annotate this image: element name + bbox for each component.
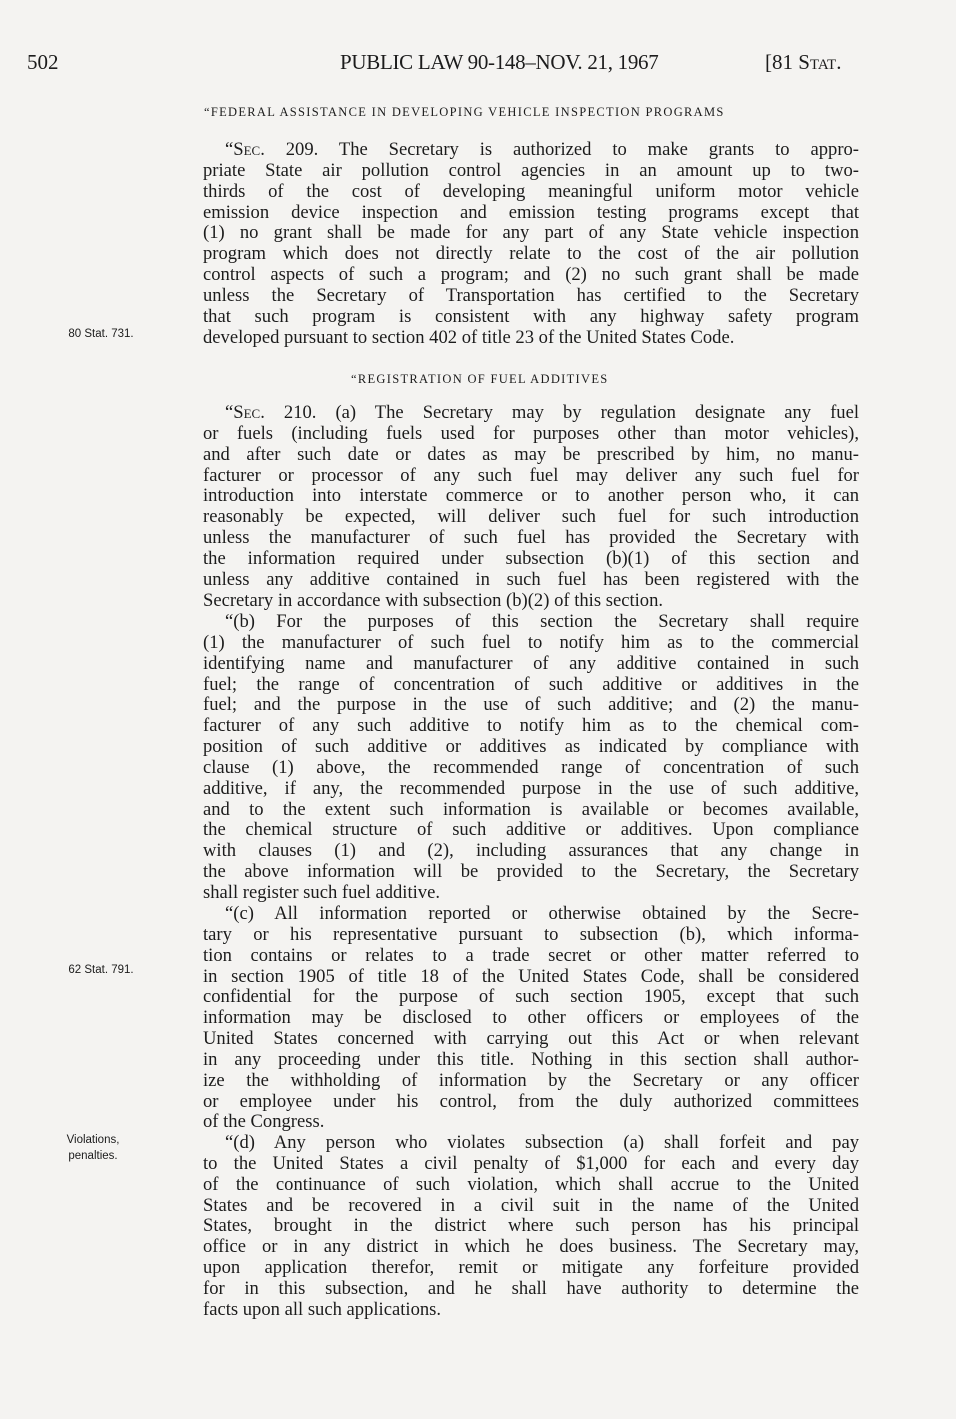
text-line: tion contains or relates to a trade secret or other matter referred to (203, 944, 859, 966)
text-line: priate State air pollution control agencies in an amount up to two- (203, 159, 859, 181)
text-line: the above information will be provided to the Secretary, the Secretary (203, 861, 859, 883)
text-line: confidential for the purpose of such section 1905, except that such (203, 986, 859, 1008)
text-line: that such program is consistent with any highway safety program (203, 305, 859, 327)
text-line: of the continuance of such violation, which shall accrue to the United (203, 1173, 859, 1195)
section-210-c (203, 904, 859, 1133)
text-line: program which does not directly relate to the cost of the air pollution (203, 243, 859, 265)
text-line: “(b) For the purposes of this section the Secretary shall require (225, 611, 859, 632)
text-line: or fuels (including fuels used for purposes other than motor vehicles), (203, 422, 859, 444)
text-line: unless the manufacturer of such fuel has provided the Secretary with (203, 527, 859, 549)
section-heading-209: “FEDERAL ASSISTANCE IN DEVELOPING VEHICLE INSPECTION PROGRAMS (204, 105, 725, 119)
text-line: additive, if any, the recommended purpose in the use of such additive, (203, 777, 859, 799)
text-line: unless the Secretary of Transportation has certified to the Secretary (203, 284, 859, 306)
text-line: tary or his representative pursuant to subsection (b), which informa- (203, 923, 859, 945)
text-line: fuel; and the purpose in the use of such additive; and (2) the manu- (203, 694, 859, 716)
text-line: facts upon all such applications. (203, 1298, 442, 1320)
text-line: reasonably be expected, will deliver such fuel for such introduction (203, 506, 859, 528)
text-line: in section 1905 of title 18 of the United States Code, shall be considered (203, 965, 859, 987)
margin-note-violations (38, 1132, 148, 1164)
text-line: upon application therefor, remit or mitigate any forfeiture provided (203, 1257, 859, 1279)
text-line: introduction into interstate commerce or to another person who, it can (203, 485, 859, 507)
text-line: ize the withholding of information by the Secretary or any officer (203, 1069, 859, 1091)
text-line: with clauses (1) and (2), including assurances that any change in (203, 840, 859, 862)
text-line: the information required under subsection (b)(1) of this section and (203, 547, 859, 569)
text-line: for in this subsection, and he shall have authority to determine the (203, 1277, 859, 1299)
text-line: “Sec. 210. (a) The Secretary may by regulation designate any fuel (225, 402, 859, 423)
text-line: (1) the manufacturer of such fuel to notify him as to the commercial (203, 631, 859, 653)
text-line: the chemical structure of such additive or additives. Upon compliance (203, 819, 859, 841)
text-line: “(d) Any person who violates subsection (a) shall forfeit and pay (225, 1132, 859, 1153)
text-line: identifying name and manufacturer of any additive contained in such (203, 652, 859, 674)
text-line: (1) no grant shall be made for any part of any State vehicle inspection (203, 222, 859, 244)
section-210-a (203, 403, 859, 611)
text-line: thirds of the cost of developing meaningful uniform motor vehicle (203, 180, 859, 202)
text-line: to the United States a civil penalty of $1,000 for each and every day (203, 1152, 859, 1174)
text-line: developed pursuant to section 402 of title 23 of the United States Code. (203, 326, 735, 348)
page-number: 502 (27, 50, 59, 74)
text-line: and after such date or dates as may be prescribed by him, no manu- (203, 443, 859, 465)
text-line: control aspects of such a program; and (2) no such grant shall be made (203, 264, 859, 286)
volume-reference: [81 Stat. (765, 50, 842, 74)
text-line: unless any additive contained in such fuel has been registered with the (203, 568, 859, 590)
text-line: “(c) All information reported or otherwise obtained by the Secre- (225, 903, 859, 924)
text-line: position of such additive or additives as indicated by compliance with (203, 736, 859, 758)
margin-note-62-stat (46, 962, 156, 978)
running-title: PUBLIC LAW 90-148–NOV. 21, 1967 (340, 50, 659, 74)
text-line: information may be disclosed to other officers or employees of the (203, 1007, 859, 1029)
section-209-body (203, 140, 859, 348)
text-line: clause (1) above, the recommended range of concentration of such (203, 756, 859, 778)
text-line: “Sec. 209. The Secretary is authorized to make grants to appro- (225, 139, 859, 160)
text-line: facturer of any such additive to notify him as to the chemical com- (203, 715, 859, 737)
text-line: shall register such fuel additive. (203, 881, 440, 903)
text-line: States and be recovered in a civil suit in the name of the United (203, 1194, 859, 1216)
margin-note-line: 62 Stat. 791. (68, 964, 134, 976)
section-210-d (203, 1133, 859, 1321)
text-line: Secretary in accordance with subsection (b)(2) of this section. (203, 589, 664, 611)
text-line: States, brought in the district where such person has his principal (203, 1215, 859, 1237)
section-210-b (203, 612, 859, 904)
text-line: fuel; the range of concentration of such additive or additives in the (203, 673, 859, 695)
margin-note-line: 80 Stat. 731. (68, 328, 134, 340)
text-line: or employee under his control, from the duly authorized committees (203, 1090, 859, 1112)
margin-note-line: Violations, (66, 1134, 120, 1146)
text-line: facturer or processor of any such fuel may deliver any such fuel for (203, 464, 859, 486)
text-line: in any proceeding under this title. Nothing in this section shall author- (203, 1048, 859, 1070)
text-line: emission device inspection and emission testing programs except that (203, 201, 859, 223)
section-heading-210: “REGISTRATION OF FUEL ADDITIVES (351, 372, 609, 386)
text-line: and to the extent such information is available or becomes available, (203, 798, 859, 820)
margin-note-line: penalties. (68, 1150, 118, 1162)
text-line: office or in any district in which he does business. The Secretary may, (203, 1236, 859, 1258)
margin-note-80-stat (46, 326, 156, 342)
text-line: United States concerned with carrying out this Act or when relevant (203, 1028, 859, 1050)
text-line: of the Congress. (203, 1111, 325, 1133)
